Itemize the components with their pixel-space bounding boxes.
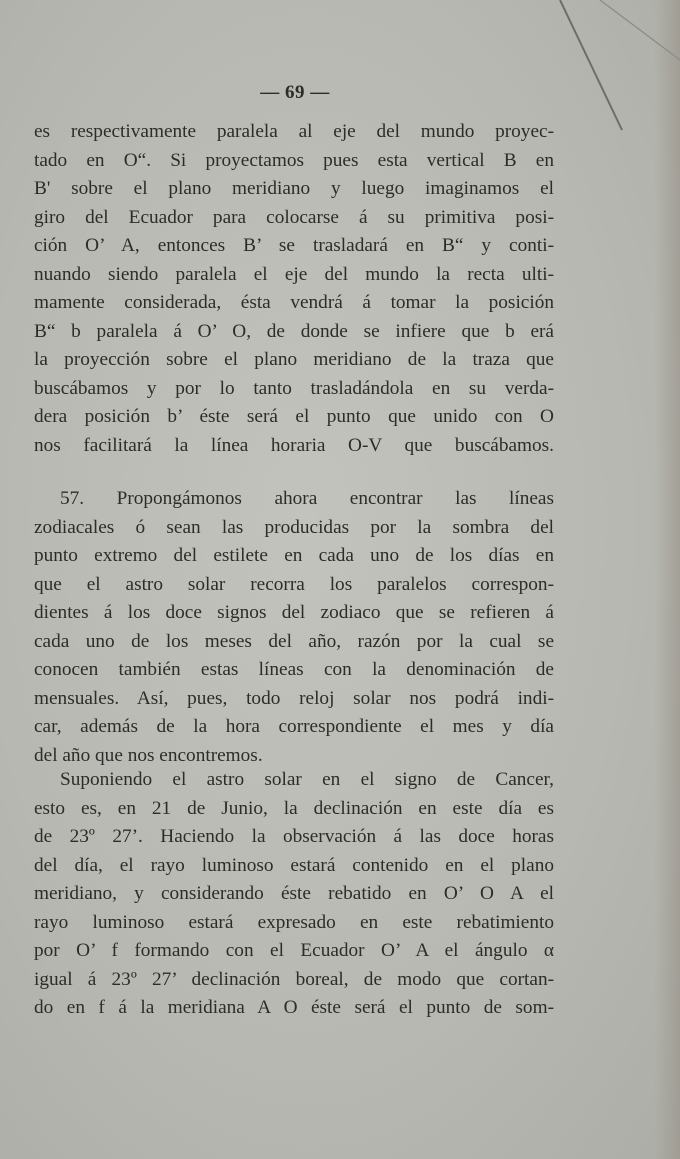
text-line: nos facilitará la línea horaria O-V que buscábamos. xyxy=(34,434,554,456)
text-line: es respectivamente paralela al eje del mundo proyec- xyxy=(34,121,554,142)
text-line: rayo luminoso estará expresado en este rebatimiento xyxy=(34,911,554,933)
text-line: car, además de la hora correspondiente el mes y día xyxy=(34,716,554,737)
text-line: punto extremo del estilete en cada uno de los días en xyxy=(34,545,554,566)
page-edge-shadow xyxy=(654,0,680,1159)
text-line: buscábamos y por lo tanto trasladándola en su verda- xyxy=(34,377,554,399)
text-line: que el astro solar recorra los paralelos correspon- xyxy=(34,573,554,595)
paragraph-1 xyxy=(34,118,554,460)
paragraph-57 xyxy=(34,485,554,770)
text-line: dientes á los doce signos del zodiaco que se refieren á xyxy=(34,602,554,623)
text-line: do en f á la meridiana A O éste será el punto de som- xyxy=(34,997,554,1018)
text-line: esto es, en 21 de Junio, la declinación en este día es xyxy=(34,797,554,819)
text-line: mamente considerada, ésta vendrá á tomar la posición xyxy=(34,292,554,313)
text-line: ción O’ A, entonces B’ se trasladará en B“ y conti- xyxy=(34,235,554,256)
text-line: B' sobre el plano meridiano y luego imaginamos el xyxy=(34,178,554,199)
text-line: giro del Ecuador para colocarse á su primitiva posi- xyxy=(34,206,554,228)
text-line: igual á 23º 27’ declinación boreal, de modo que cortan- xyxy=(34,968,554,990)
text-line: dera posición b’ éste será el punto que unido con O xyxy=(34,406,554,427)
text-line: nuando siendo paralela el eje del mundo la recta ulti- xyxy=(34,263,554,285)
text-line: mensuales. Así, pues, todo reloj solar nos podrá indi- xyxy=(34,687,554,709)
text-line: del año que nos encontremos. xyxy=(34,744,263,766)
text-line: tado en O“. Si proyectamos pues esta vertical B en xyxy=(34,149,554,171)
text-line: cada uno de los meses del año, razón por la cual se xyxy=(34,630,554,652)
text-line: de 23º 27’. Haciendo la observación á las doce horas xyxy=(34,826,554,847)
text-line: por O’ f formando con el Ecuador O’ A el ángulo α xyxy=(34,940,554,961)
paragraph-3 xyxy=(34,766,554,1023)
text-line: zodiacales ó sean las producidas por la sombra del xyxy=(34,516,554,538)
text-line: del día, el rayo luminoso estará contenido en el plano xyxy=(34,854,554,876)
page-number: — 69 — xyxy=(260,82,330,103)
text-line: B“ b paralela á O’ O, de donde se infiere que b erá xyxy=(34,320,554,342)
text-line: conocen también estas líneas con la denominación de xyxy=(34,659,554,680)
text-line: la proyección sobre el plano meridiano de la traza que xyxy=(34,349,554,370)
text-line: Suponiendo el astro solar en el signo de Cancer, xyxy=(60,769,554,790)
text-line: meridiano, y considerando éste rebatido en O’ O A el xyxy=(34,883,554,904)
text-line: 57. Propongámonos ahora encontrar las líneas xyxy=(60,488,554,509)
